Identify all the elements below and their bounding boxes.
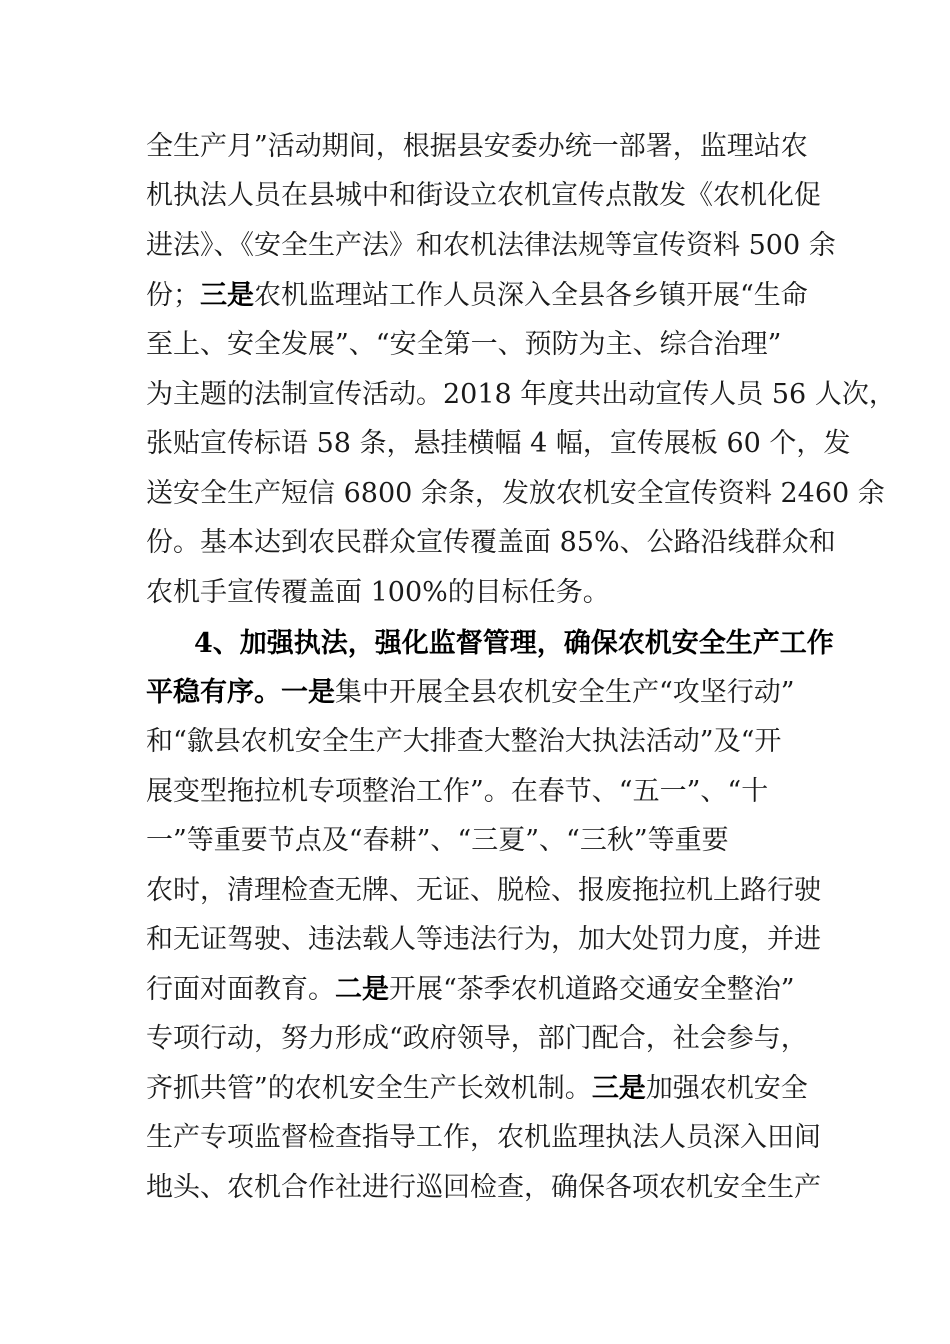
- emphasis-run: 一是: [281, 677, 335, 708]
- text-run: 展变型拖拉机专项整治工作”。在春节、“五一”、“十: [146, 776, 769, 807]
- text-run: 生产专项监督检查指导工作，农机监理执法人员深入田间: [146, 1122, 821, 1153]
- section-heading: [194, 624, 834, 664]
- body-line: [146, 424, 851, 464]
- text-run: 专项行动，努力形成“政府领导，部门配合，社会参与，: [146, 1023, 808, 1054]
- body-line: [146, 523, 836, 563]
- body-line: [146, 325, 826, 365]
- text-run: 进法》、《安全生产法》和农机法律法规等宣传资料 500 余: [146, 230, 836, 261]
- text-run: 至上、安全发展”、“安全第一、预防为主、综合治理”: [146, 329, 782, 360]
- body-line: [146, 673, 826, 713]
- text-run: 为主题的法制宣传活动。2018 年度共出动宣传人员 56 人次，: [146, 379, 896, 410]
- text-run: 农时，清理检查无牌、无证、脱检、报废拖拉机上路行驶: [146, 875, 821, 906]
- text-run: 份；: [146, 280, 200, 311]
- body-line: [146, 920, 826, 960]
- body-line: [146, 375, 896, 415]
- body-line: [146, 1069, 826, 1109]
- body-line: [146, 226, 836, 266]
- body-line: [146, 573, 826, 613]
- text-run: 地头、农机合作社进行巡回检查，确保各项农机安全生产: [146, 1172, 821, 1203]
- emphasis-run: 二是: [335, 974, 389, 1005]
- heading-run: 4、加强执法，强化监督管理，确保农机安全生产工作: [194, 628, 834, 659]
- text-run: 齐抓共管”的农机安全生产长效机制。: [146, 1073, 592, 1104]
- body-line: [146, 1168, 826, 1208]
- body-line: [146, 772, 826, 812]
- body-line: [146, 1118, 826, 1158]
- text-run: 和无证驾驶、违法载人等违法行为，加大处罚力度，并进: [146, 924, 821, 955]
- text-run: 份。基本达到农民群众宣传覆盖面 85%、公路沿线群众和: [146, 527, 836, 558]
- heading-run: 平稳有序。: [146, 677, 281, 708]
- body-line: [146, 871, 826, 911]
- text-run: 农机手宣传覆盖面 100%的目标任务。: [146, 577, 610, 608]
- text-run: 和“歙县农机安全生产大排查大整治大执法活动”及“开: [146, 726, 782, 757]
- text-run: 一”等重要节点及“春耕”、“三夏”、“三秋”等重要: [146, 825, 729, 856]
- body-line: [146, 970, 826, 1010]
- text-run: 行面对面教育。: [146, 974, 335, 1005]
- body-line: [146, 722, 826, 762]
- body-line: [146, 821, 826, 861]
- emphasis-run: 三是: [200, 280, 254, 311]
- body-line: [146, 127, 826, 167]
- text-run: 送安全生产短信 6800 余条，发放农机安全宣传资料 2460 余: [146, 478, 885, 509]
- text-run: 张贴宣传标语 58 条，悬挂横幅 4 幅，宣传展板 60 个，发: [146, 428, 851, 459]
- body-line: [146, 474, 885, 514]
- body-line: [146, 276, 826, 316]
- body-line: [146, 176, 826, 216]
- text-run: 机执法人员在县城中和街设立农机宣传点散发《农机化促: [146, 180, 821, 211]
- text-run: 开展“茶季农机道路交通安全整治”: [389, 974, 795, 1005]
- text-run: 加强农机安全: [645, 1073, 808, 1104]
- text-run: 集中开展全县农机安全生产“攻坚行动”: [335, 677, 795, 708]
- text-run: 农机监理站工作人员深入全县各乡镇开展“生命: [254, 280, 808, 311]
- emphasis-run: 三是: [591, 1073, 646, 1104]
- body-line: [146, 1019, 826, 1059]
- text-run: 全生产月”活动期间，根据县安委办统一部署，监理站农: [146, 131, 808, 162]
